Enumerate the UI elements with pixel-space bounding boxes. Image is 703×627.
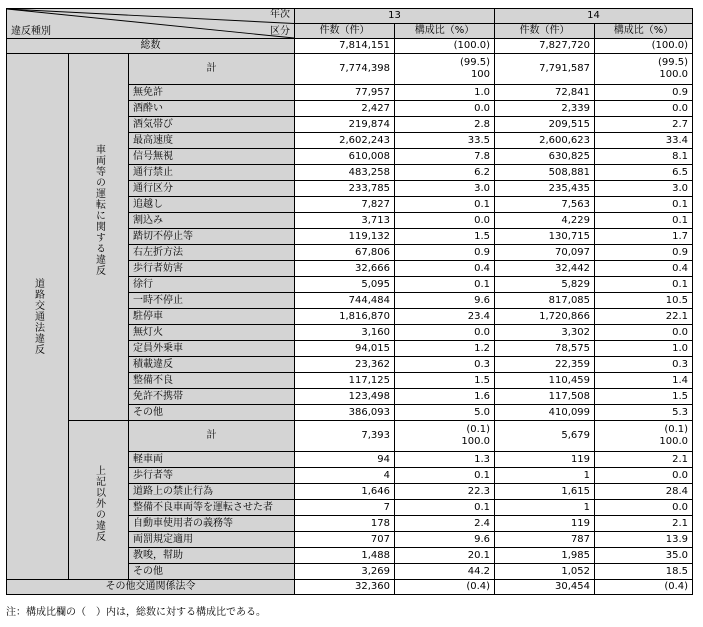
cell-count: 130,715 bbox=[495, 229, 595, 245]
cell-count: 1,720,866 bbox=[495, 309, 595, 325]
cell-ratio: 22.3 bbox=[395, 484, 495, 500]
cell-count: 4 bbox=[295, 468, 395, 484]
violation-label: 定員外乗車 bbox=[129, 341, 295, 357]
cell-ratio: 0.1 bbox=[595, 213, 693, 229]
cell-count: 117,125 bbox=[295, 373, 395, 389]
subtotal-label: 計 bbox=[129, 54, 295, 85]
cell-ratio: 35.0 bbox=[595, 548, 693, 564]
cell-count: 7,393 bbox=[295, 421, 395, 452]
violation-label: 一時不停止 bbox=[129, 293, 295, 309]
cell-count: 219,874 bbox=[295, 117, 395, 133]
ratio-stack bbox=[399, 424, 490, 448]
cell-ratio: 6.5 bbox=[595, 165, 693, 181]
cell-ratio: 0.1 bbox=[395, 500, 495, 516]
share-of-total: (99.5) bbox=[459, 57, 491, 68]
cell-count: 787 bbox=[495, 532, 595, 548]
other-laws-label: その他交通関係法令 bbox=[7, 580, 295, 595]
cell-ratio: 10.5 bbox=[595, 293, 693, 309]
cell-count: 77,957 bbox=[295, 85, 395, 101]
violation-label: 無免許 bbox=[129, 85, 295, 101]
share-of-total: (99.5) bbox=[657, 57, 689, 68]
share-of-group: 100.0 bbox=[659, 436, 689, 447]
cell-count: 817,085 bbox=[495, 293, 595, 309]
group-label-road-traffic-law bbox=[7, 54, 69, 580]
cell-ratio: 1.3 bbox=[395, 452, 495, 468]
violation-label: 軽車両 bbox=[129, 452, 295, 468]
violation-label: 踏切不停止等 bbox=[129, 229, 295, 245]
violation-label: 両罰規定適用 bbox=[129, 532, 295, 548]
other-laws-row bbox=[7, 580, 693, 595]
subgroup-label-driving bbox=[69, 54, 129, 421]
violation-label: 自動車使用者の義務等 bbox=[129, 516, 295, 532]
violation-label: 酒酔い bbox=[129, 101, 295, 117]
violation-label: 酒気帯び bbox=[129, 117, 295, 133]
cell-count: 1 bbox=[495, 500, 595, 516]
cell-count: 1,052 bbox=[495, 564, 595, 580]
violation-label: 信号無視 bbox=[129, 149, 295, 165]
cell-count: 1,615 bbox=[495, 484, 595, 500]
cell-count: 70,097 bbox=[495, 245, 595, 261]
cell-count: 2,339 bbox=[495, 101, 595, 117]
cell-ratio: (100.0) bbox=[395, 39, 495, 54]
cell-count: 7 bbox=[295, 500, 395, 516]
cell-ratio: 2.4 bbox=[395, 516, 495, 532]
cell-ratio: 0.0 bbox=[395, 325, 495, 341]
table-body bbox=[7, 9, 693, 595]
cell-ratio-stack bbox=[595, 54, 693, 85]
year-14-header: 14 bbox=[495, 9, 693, 24]
cell-count: 1,985 bbox=[495, 548, 595, 564]
cell-count: 5,095 bbox=[295, 277, 395, 293]
cell-count: 123,498 bbox=[295, 389, 395, 405]
ratio-header-14: 構成比（%） bbox=[595, 24, 693, 39]
total-label: 総数 bbox=[7, 39, 295, 54]
cell-ratio: 0.0 bbox=[595, 325, 693, 341]
subtotal-label: 計 bbox=[129, 421, 295, 452]
cell-ratio: 0.3 bbox=[395, 357, 495, 373]
year-label: 年次 bbox=[270, 9, 291, 20]
violation-label: 通行禁止 bbox=[129, 165, 295, 181]
violation-label: 免許不携帯 bbox=[129, 389, 295, 405]
ratio-header-13: 構成比（%） bbox=[395, 24, 495, 39]
cell-count: 2,427 bbox=[295, 101, 395, 117]
total-row bbox=[7, 39, 693, 54]
violations-table-container bbox=[6, 8, 693, 595]
cell-ratio: 2.8 bbox=[395, 117, 495, 133]
cell-ratio: 33.5 bbox=[395, 133, 495, 149]
cell-ratio: 13.9 bbox=[595, 532, 693, 548]
share-of-group: 100.0 bbox=[461, 436, 491, 447]
cell-ratio: 1.7 bbox=[595, 229, 693, 245]
cell-ratio: 0.4 bbox=[395, 261, 495, 277]
cell-ratio: 44.2 bbox=[395, 564, 495, 580]
cell-ratio: 6.2 bbox=[395, 165, 495, 181]
cell-count: 3,713 bbox=[295, 213, 395, 229]
cell-ratio: 0.0 bbox=[595, 500, 693, 516]
count-header-13: 件数（件） bbox=[295, 24, 395, 39]
cell-ratio: 8.1 bbox=[595, 149, 693, 165]
cell-ratio: 33.4 bbox=[595, 133, 693, 149]
cell-count: 1 bbox=[495, 468, 595, 484]
ratio-stack bbox=[599, 57, 688, 81]
cell-count: 4,229 bbox=[495, 213, 595, 229]
cell-count: 32,360 bbox=[295, 580, 395, 595]
cell-count: 110,459 bbox=[495, 373, 595, 389]
cell-ratio-stack bbox=[395, 421, 495, 452]
cell-ratio: 2.1 bbox=[595, 452, 693, 468]
cell-count: 235,435 bbox=[495, 181, 595, 197]
ratio-stack bbox=[399, 57, 490, 81]
cell-count: 7,563 bbox=[495, 197, 595, 213]
cell-count: 209,515 bbox=[495, 117, 595, 133]
cell-ratio: 5.0 bbox=[395, 405, 495, 421]
cell-count: 72,841 bbox=[495, 85, 595, 101]
cell-ratio: 0.9 bbox=[595, 245, 693, 261]
cell-ratio: 2.7 bbox=[595, 117, 693, 133]
cell-count: 3,269 bbox=[295, 564, 395, 580]
violation-label: 歩行者妨害 bbox=[129, 261, 295, 277]
violation-label: 割込み bbox=[129, 213, 295, 229]
cell-count: 32,442 bbox=[495, 261, 595, 277]
cell-ratio: 1.5 bbox=[595, 389, 693, 405]
cell-count: 94,015 bbox=[295, 341, 395, 357]
subgroup-label-other bbox=[69, 421, 129, 580]
cell-count: 508,881 bbox=[495, 165, 595, 181]
cell-count: 707 bbox=[295, 532, 395, 548]
share-of-total: (0.1) bbox=[664, 424, 689, 435]
group-label-text: 道路交通法違反 bbox=[32, 278, 44, 355]
cell-ratio: (100.0) bbox=[595, 39, 693, 54]
violation-label: 整備不良 bbox=[129, 373, 295, 389]
cell-ratio: 1.5 bbox=[395, 229, 495, 245]
cell-ratio: 0.0 bbox=[595, 468, 693, 484]
cell-count: 3,160 bbox=[295, 325, 395, 341]
cell-ratio: 3.0 bbox=[395, 181, 495, 197]
cell-ratio: 1.4 bbox=[595, 373, 693, 389]
cell-ratio: 22.1 bbox=[595, 309, 693, 325]
cell-count: 2,600,623 bbox=[495, 133, 595, 149]
cell-ratio: 28.4 bbox=[595, 484, 693, 500]
subtotal-row bbox=[7, 54, 693, 85]
cell-count: 1,816,870 bbox=[295, 309, 395, 325]
cell-ratio-stack bbox=[395, 54, 495, 85]
cell-count: 178 bbox=[295, 516, 395, 532]
cell-ratio: 9.6 bbox=[395, 293, 495, 309]
cell-ratio: 0.4 bbox=[595, 261, 693, 277]
subtotal-row bbox=[7, 421, 693, 452]
year-13-header: 13 bbox=[295, 9, 495, 24]
cell-count: 7,791,587 bbox=[495, 54, 595, 85]
cell-count: 119 bbox=[495, 516, 595, 532]
cell-ratio: 0.0 bbox=[595, 101, 693, 117]
cell-ratio: 2.1 bbox=[595, 516, 693, 532]
violations-table bbox=[6, 8, 693, 595]
cell-count: 1,646 bbox=[295, 484, 395, 500]
cell-count: 744,484 bbox=[295, 293, 395, 309]
count-header-14: 件数（件） bbox=[495, 24, 595, 39]
footnote: 注：構成比欄の（ ）内は，総数に対する構成比である。 bbox=[6, 607, 266, 618]
cell-count: 610,008 bbox=[295, 149, 395, 165]
cell-ratio: 0.9 bbox=[395, 245, 495, 261]
cell-ratio-stack bbox=[595, 421, 693, 452]
violation-label: 通行区分 bbox=[129, 181, 295, 197]
violation-label: 追越し bbox=[129, 197, 295, 213]
cell-count: 94 bbox=[295, 452, 395, 468]
cell-ratio: 23.4 bbox=[395, 309, 495, 325]
cell-ratio: 3.0 bbox=[595, 181, 693, 197]
share-of-group: 100 bbox=[470, 69, 491, 80]
cell-count: 78,575 bbox=[495, 341, 595, 357]
cell-count: 23,362 bbox=[295, 357, 395, 373]
cell-count: 22,359 bbox=[495, 357, 595, 373]
cell-ratio: 0.1 bbox=[395, 197, 495, 213]
cell-ratio: 1.6 bbox=[395, 389, 495, 405]
cell-count: 30,454 bbox=[495, 580, 595, 595]
cell-ratio: 1.0 bbox=[395, 85, 495, 101]
cell-ratio: 18.5 bbox=[595, 564, 693, 580]
violation-label: 駐停車 bbox=[129, 309, 295, 325]
cell-count: 119,132 bbox=[295, 229, 395, 245]
cell-count: 483,258 bbox=[295, 165, 395, 181]
cell-count: 630,825 bbox=[495, 149, 595, 165]
subgroup-label-text: 上記以外の違反 bbox=[93, 465, 105, 542]
share-of-group: 100.0 bbox=[659, 69, 689, 80]
kubun-label: 区分 bbox=[270, 26, 291, 37]
cell-count: 7,814,151 bbox=[295, 39, 395, 54]
cell-count: 386,093 bbox=[295, 405, 395, 421]
ratio-stack bbox=[599, 424, 688, 448]
cell-count: 2,602,243 bbox=[295, 133, 395, 149]
violation-label: 整備不良車両等を運転させた者 bbox=[129, 500, 295, 516]
cell-ratio: (0.4) bbox=[595, 580, 693, 595]
cell-ratio: 9.6 bbox=[395, 532, 495, 548]
cell-count: 32,666 bbox=[295, 261, 395, 277]
violation-label: 最高速度 bbox=[129, 133, 295, 149]
violation-label: 道路上の禁止行為 bbox=[129, 484, 295, 500]
cell-ratio: 0.3 bbox=[595, 357, 693, 373]
cell-count: 1,488 bbox=[295, 548, 395, 564]
cell-count: 117,508 bbox=[495, 389, 595, 405]
subgroup-label-text: 車両等の運転に関する違反 bbox=[93, 144, 105, 276]
header-row-years bbox=[7, 9, 693, 24]
violation-label: 無灯火 bbox=[129, 325, 295, 341]
ihan-label: 違反種別 bbox=[11, 26, 51, 37]
violation-label: その他 bbox=[129, 405, 295, 421]
cell-ratio: 0.1 bbox=[395, 277, 495, 293]
corner-header bbox=[7, 9, 295, 39]
cell-count: 7,827,720 bbox=[495, 39, 595, 54]
cell-count: 3,302 bbox=[495, 325, 595, 341]
cell-ratio: 1.0 bbox=[595, 341, 693, 357]
cell-count: 119 bbox=[495, 452, 595, 468]
cell-count: 7,827 bbox=[295, 197, 395, 213]
cell-count: 410,099 bbox=[495, 405, 595, 421]
cell-count: 5,829 bbox=[495, 277, 595, 293]
cell-ratio: 5.3 bbox=[595, 405, 693, 421]
cell-ratio: 0.1 bbox=[595, 197, 693, 213]
cell-ratio: 0.1 bbox=[395, 468, 495, 484]
cell-count: 233,785 bbox=[295, 181, 395, 197]
violation-label: 歩行者等 bbox=[129, 468, 295, 484]
cell-ratio: 20.1 bbox=[395, 548, 495, 564]
cell-ratio: 7.8 bbox=[395, 149, 495, 165]
cell-count: 7,774,398 bbox=[295, 54, 395, 85]
violation-label: 徐行 bbox=[129, 277, 295, 293]
violation-label: 積載違反 bbox=[129, 357, 295, 373]
share-of-total: (0.1) bbox=[466, 424, 491, 435]
cell-count: 67,806 bbox=[295, 245, 395, 261]
cell-ratio: 0.1 bbox=[595, 277, 693, 293]
violation-label: その他 bbox=[129, 564, 295, 580]
cell-ratio: 0.0 bbox=[395, 101, 495, 117]
cell-count: 5,679 bbox=[495, 421, 595, 452]
cell-ratio: (0.4) bbox=[395, 580, 495, 595]
cell-ratio: 1.5 bbox=[395, 373, 495, 389]
cell-ratio: 1.2 bbox=[395, 341, 495, 357]
cell-ratio: 0.9 bbox=[595, 85, 693, 101]
violation-label: 教唆，幇助 bbox=[129, 548, 295, 564]
cell-ratio: 0.0 bbox=[395, 213, 495, 229]
violation-label: 右左折方法 bbox=[129, 245, 295, 261]
